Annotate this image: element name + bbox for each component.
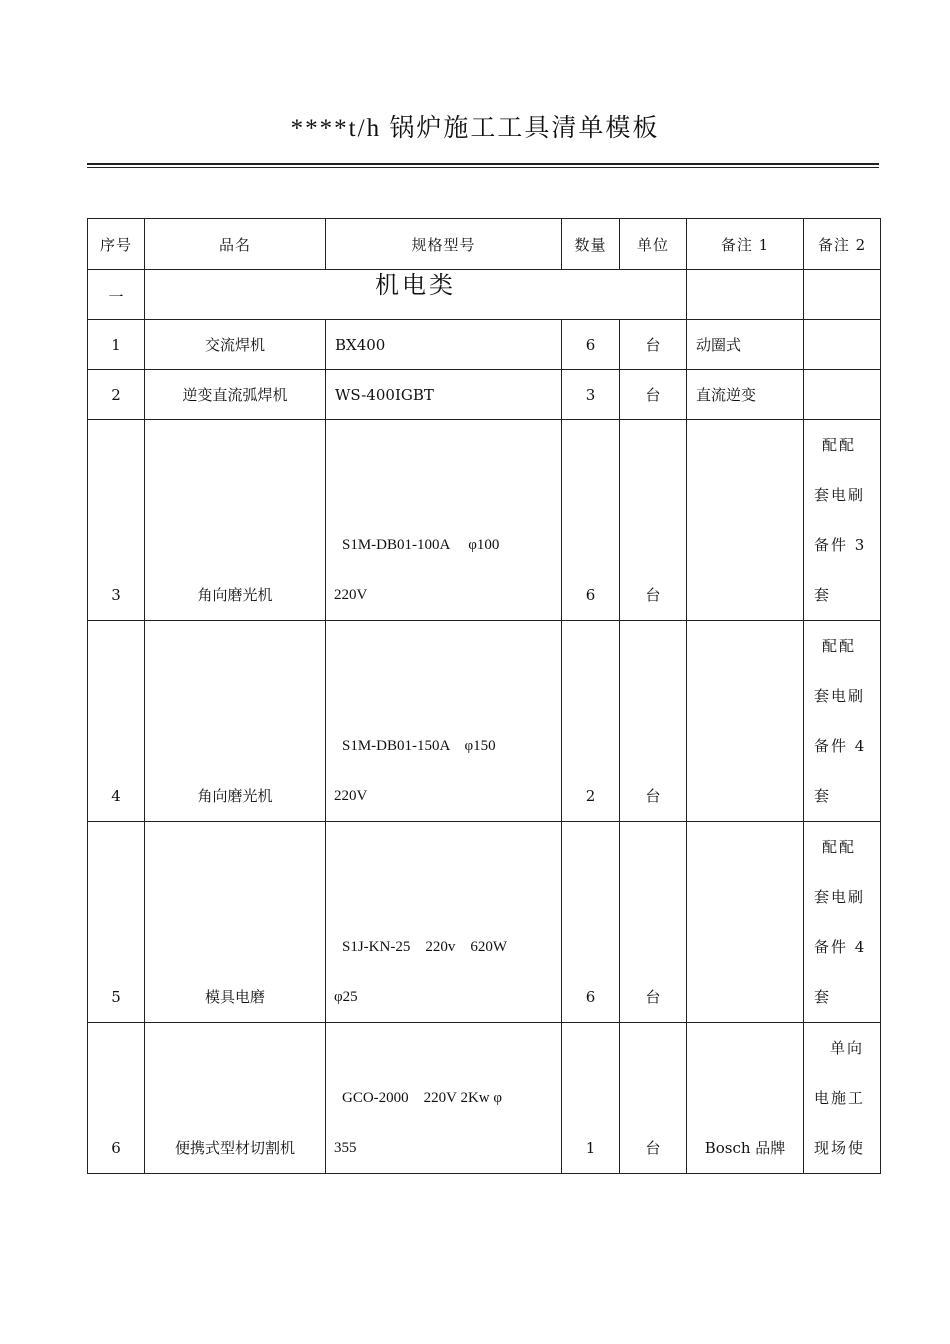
category-row bbox=[88, 270, 881, 320]
row-note2-line: 套 bbox=[814, 586, 832, 604]
row-no: 3 bbox=[88, 420, 145, 621]
row-note2 bbox=[804, 822, 881, 1023]
row-note2-line: 电施工 bbox=[814, 1089, 866, 1107]
row-note2-line: 单向 bbox=[830, 1039, 865, 1057]
table-row bbox=[88, 822, 881, 1023]
row-name: 交流焊机 bbox=[145, 320, 326, 370]
table-row bbox=[88, 420, 881, 621]
category-note1 bbox=[687, 270, 804, 320]
row-note2-line: 配配 bbox=[822, 637, 857, 655]
table-row bbox=[88, 1023, 881, 1174]
row-note2-line: 备件 3 bbox=[814, 536, 867, 554]
header-qty: 数量 bbox=[562, 219, 620, 270]
row-name: 角向磨光机 bbox=[145, 621, 326, 822]
row-note2-line: 套 bbox=[814, 787, 832, 805]
table-row bbox=[88, 621, 881, 822]
row-unit: 台 bbox=[620, 320, 687, 370]
row-qty: 1 bbox=[562, 1023, 620, 1174]
row-spec bbox=[326, 621, 562, 822]
title-divider-thin bbox=[87, 167, 879, 168]
row-note2 bbox=[804, 370, 881, 420]
row-spec-line: 220V bbox=[334, 788, 368, 804]
category-note2 bbox=[804, 270, 881, 320]
row-spec-line: S1M-DB01-100A φ100 bbox=[342, 537, 500, 553]
row-spec-line: GCO-2000 220V 2Kw φ bbox=[342, 1090, 503, 1106]
row-no: 2 bbox=[88, 370, 145, 420]
row-qty: 6 bbox=[562, 320, 620, 370]
row-note2-line: 套电刷 bbox=[814, 486, 866, 504]
row-name: 角向磨光机 bbox=[145, 420, 326, 621]
row-spec-line: φ25 bbox=[334, 989, 358, 1005]
row-note2 bbox=[804, 420, 881, 621]
header-note2: 备注 2 bbox=[804, 219, 881, 270]
row-note1: 动圈式 bbox=[687, 320, 804, 370]
table-row bbox=[88, 370, 881, 420]
row-no: 5 bbox=[88, 822, 145, 1023]
row-note2 bbox=[804, 1023, 881, 1174]
row-qty: 6 bbox=[562, 420, 620, 621]
row-note2-line: 套 bbox=[814, 988, 832, 1006]
row-note2-line: 套电刷 bbox=[814, 888, 866, 906]
category-label-text: 机电类 bbox=[375, 271, 456, 299]
row-spec bbox=[326, 822, 562, 1023]
row-spec-line: S1M-DB01-150A φ150 bbox=[342, 738, 496, 754]
row-spec: BX400 bbox=[326, 320, 562, 370]
table-row bbox=[88, 320, 881, 370]
row-note1: Bosch 品牌 bbox=[687, 1023, 804, 1174]
row-name: 模具电磨 bbox=[145, 822, 326, 1023]
row-qty: 2 bbox=[562, 621, 620, 822]
row-name: 逆变直流弧焊机 bbox=[145, 370, 326, 420]
row-note1 bbox=[687, 420, 804, 621]
header-name: 品名 bbox=[145, 219, 326, 270]
row-qty: 6 bbox=[562, 822, 620, 1023]
row-unit: 台 bbox=[620, 822, 687, 1023]
row-note2 bbox=[804, 320, 881, 370]
row-spec-line: 220V bbox=[334, 587, 368, 603]
row-note2-line: 配配 bbox=[822, 436, 857, 454]
row-no: 1 bbox=[88, 320, 145, 370]
row-unit: 台 bbox=[620, 420, 687, 621]
row-unit: 台 bbox=[620, 621, 687, 822]
row-note2-line: 现场使 bbox=[814, 1139, 866, 1157]
row-no: 6 bbox=[88, 1023, 145, 1174]
category-no: 一 bbox=[88, 270, 145, 320]
row-note1 bbox=[687, 621, 804, 822]
row-spec bbox=[326, 420, 562, 621]
title-divider bbox=[87, 163, 879, 165]
row-note2 bbox=[804, 621, 881, 822]
header-note1: 备注 1 bbox=[687, 219, 804, 270]
row-spec-line: S1J-KN-25 220v 620W bbox=[342, 939, 507, 955]
row-note2-line: 备件 4 bbox=[814, 938, 867, 956]
row-name: 便携式型材切割机 bbox=[145, 1023, 326, 1174]
row-note2-line: 配配 bbox=[822, 838, 857, 856]
row-spec bbox=[326, 1023, 562, 1174]
row-note1 bbox=[687, 822, 804, 1023]
header-unit: 单位 bbox=[620, 219, 687, 270]
page-title: ****t/h 锅炉施工工具清单模板 bbox=[290, 115, 660, 142]
header-no: 序号 bbox=[88, 219, 145, 270]
category-label bbox=[145, 270, 687, 320]
row-spec-line: 355 bbox=[334, 1140, 357, 1156]
table-header-row bbox=[88, 219, 881, 270]
row-note1: 直流逆变 bbox=[687, 370, 804, 420]
header-spec: 规格型号 bbox=[326, 219, 562, 270]
tool-list-table bbox=[87, 218, 881, 1174]
row-unit: 台 bbox=[620, 1023, 687, 1174]
row-note2-line: 备件 4 bbox=[814, 737, 867, 755]
row-no: 4 bbox=[88, 621, 145, 822]
row-qty: 3 bbox=[562, 370, 620, 420]
row-unit: 台 bbox=[620, 370, 687, 420]
row-note2-line: 套电刷 bbox=[814, 687, 866, 705]
row-spec: WS-400IGBT bbox=[326, 370, 562, 420]
